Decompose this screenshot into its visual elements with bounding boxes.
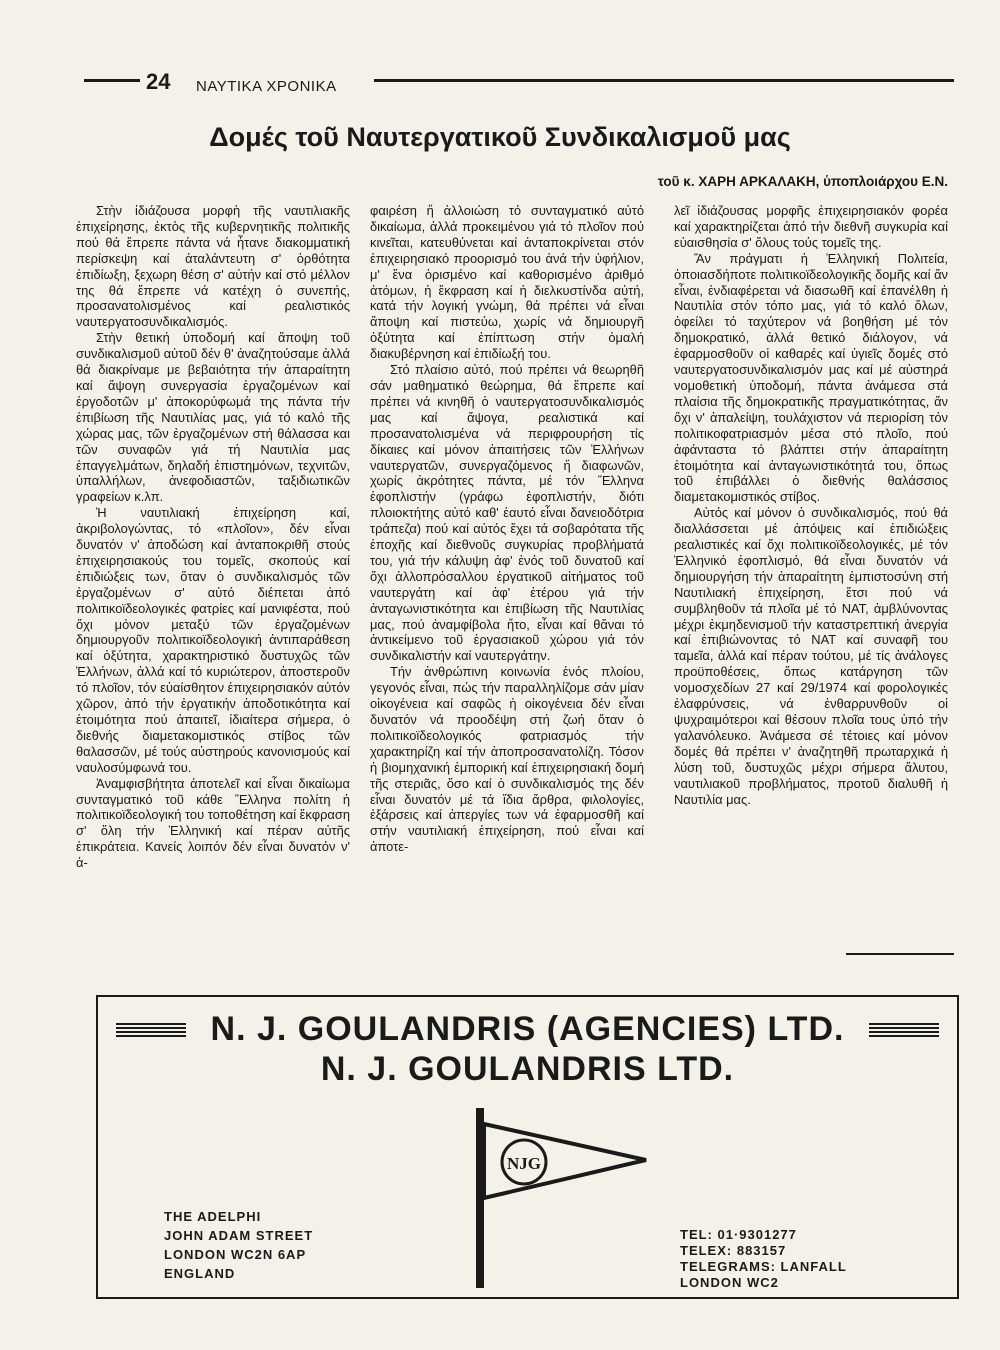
page-number: 24: [146, 69, 171, 94]
paragraph: Ἀναμφισβήτητα ἀποτελεῖ καί εἶναι δικαίωμα συνταγματικό τοῦ κάθε Ἕλληνα πολίτη ἡ πολιτικοϊδεολογική του τοποθέτηση καί ἔκφραση σ' ὅλη τήν Ἑλληνική καί πέραν αὐτῆς ἐπικράτεια. Κανείς λοιπόν δέν εἶναι δυνατόν ν' ἀ-: [76, 775, 350, 871]
article-end-rule: [846, 953, 954, 955]
paragraph: Τήν ἀνθρώπινη κοινωνία ἑνός πλοίου, γεγονός εἶναι, πώς τήν παραλληλίζομε σάν μίαν οἰκογένεια καί σαφῶς ἡ οἰκογένεια δέν εἶναι δυνατόν νά προοδέψη στή ζωή ὅταν ὁ πολιτικοϊδεολογικός φατριασμός τήν χαρακτηρίζη καί τήν ἀποπροσανατολίζη. Τόσον ἡ βιομηχανική ἐμπορική καί ἐπιχειρησιακή δομή τῆς στεριᾶς, ὅσο καί ὁ συνδικαλισμός της δέν εἶναι δυνατόν μέ τά ἴδια ἄρθρα, φιλολογίες, ἐξάρσεις καί ἀπεργίες των νά ἐφαρμοσθῆ καί στήν ναυτιλιακή ἐπιχείρηση, πού εἶναι καί ἀποτε-: [370, 664, 644, 855]
paragraph: Ἡ ναυτιλιακή ἐπιχείρηση καί, ἀκριβολογώντας, τό «πλοῖον», δέν εἶναι δυνατόν ν' ἀποδώση καί ἀνταποκριθῆ στούς ἐπιχειρησιακούς του τομεῖς, σκοπούς καί ἐπιδιώξεις των, ὅταν ὁ συνδικαλισμός τῶν ἐργαζομένων σ' αὐτό διέπεται ἀπό πολιτικοϊδεολογικές φατρίες καί μανιφέστα, πού ὄχι μόνον μεταξύ τῶν ἐργαζομένων δημιουργοῦν πολιτικοϊδεολογική ἀντιπαράθεση καί ὀξύτητα, χαρακτηριστικό δυστυχῶς τῶν Ἑλλήνων, ἀλλά καί τό κυριώτερον, ἀποστεροῦν τό πλοῖον, τόν εὐαίσθητον ἐπιχειρησιακόν αὐτόν χῶρον, ἀπό τήν ἐργατικήν ἀποδοτικότητα καί ἑτοιμότητα πού ἀπαιτεῖ, ἰδιαίτερα σήμερα, ὁ διεθνής διαμετακομιστικός στίβος τῶν θαλασσῶν, μέ τούς αὐστηρούς κανονισμούς καί ναυλοσύμφωνά του.: [76, 505, 350, 775]
paragraph: Ἄν πράγματι ἡ Ἑλληνική Πολιτεία, ὁποιασδήποτε πολιτικοϊδεολογικῆς δομῆς καί ἄν εἶναι, ἐνδιαφέρεται νά διασωθῆ καί ἐπανέλθη ἡ Ναυτιλία στόν τόπο μας, γιά τό καλό ὅλων, ὀφείλει τό ταχύτερον νά βοηθήση μέ τόν δημοκρατικό, ἀλλά θετικό διάλογον, νά ἐφαρμοσθοῦν οἱ καθαρές καί ὑγιεῖς δομές στό ναυτεργατοσυνδικαλισμόν μας καί μέ αὐστηρά νομοθετική ὑποδομή, πάντα ἀνάμεσα στά πλαίσια τῆς δημοκρατικῆς πραγματικότητας, ἄν ὄχι ν' ἀπαλείψη, τουλάχιστον νά περιορίση τόν πολιτικοφατριασμόν μέσα στό πλοῖο, πού ἀφάνταστα τό βλάπτει στήν ἀπαραίτητη ἑτοιμότητα καί ἀνταγωνιστικότητά του, ὅπως τοῦ ἐπιβάλλει ὁ διεθνής θαλάσσιος διαμετακομιστικός στίβος.: [674, 250, 948, 505]
address-line: ENGLAND: [164, 1266, 236, 1281]
article-title: Δομές τοῦ Ναυτεργατικοῦ Συνδικαλισμοῦ μας: [209, 122, 791, 152]
article-column-3: [674, 203, 948, 975]
paragraph: Στὴν θετική ὑποδομή καί ἄποψη τοῦ συνδικαλισμοῦ αὐτοῦ δέν θ' ἀναζητούσαμε ἀλλά θά διακρίναμε με βεβαιότητα τήν ἀπαραίτητη καί ἄψογη συνεργασία ἐργαζομένων καί ἐργοδοτῶν μ' ἀποκορύφωμά της πάντα τήν ἐπιβίωση τῆς Ναυτιλίας μας, γιά τό καλό τῆς χώρας μας, τῶν ἐργαζομένων στή θάλασσα και τῶν συναφῶν γιά τή Ναυτιλία μας ἐπαγγελμάτων, δηλαδή ἐπιστημόνων, τεχνιτῶν, ὑπαλλήλων, ἀνεφοδιαστῶν, ταξιδιωτικῶν γραφείων κ.λπ.: [76, 330, 350, 505]
ad-contact: [680, 1227, 847, 1291]
ad-address: [164, 1207, 313, 1283]
advertisement-box: [96, 995, 959, 1299]
ad-company-line-1: N. J. GOULANDRIS (AGENCIES) LTD.: [210, 1010, 845, 1048]
ad-company-line-2: N. J. GOULANDRIS LTD.: [320, 1050, 735, 1088]
paragraph: Στὴν ἰδιάζουσα μορφὴ τῆς ναυτιλιακῆς ἐπιχείρησης, ἐκτὸς τῆς κυβερνητικῆς πολιτικῆς πού θά ἔπρεπε πάντα νά ἦτανε διακομματική περίσκεψη καί ἀταλάντευτη σ' ὀρθότητα ἐπιδίωξη, ξεχωρη θέση σ' αὐτήν καί στό μέλλον της θά ἔπρεπε νά κατέχη ὁ συνεπής, προσανατολισμένος καί ρεαλιστικός ναυτεργατοσυνδικαλισμός.: [76, 203, 350, 330]
publication-name: ΝΑΥΤΙΚΑ ΧΡΟΝΙΚΑ: [196, 78, 337, 95]
address-line: JOHN ADAM STREET: [164, 1228, 314, 1243]
contact-line: TELEGRAMS: LANFALL: [680, 1259, 847, 1274]
address-line: THE ADELPHI: [164, 1209, 262, 1224]
article-column-2: [370, 203, 644, 975]
page-header: [84, 70, 954, 100]
contact-line: LONDON WC2: [680, 1275, 779, 1290]
paragraph: φαιρέση ἤ ἀλλοιώση τό συνταγματικό αὐτό δικαίωμα, ἀλλά προκειμένου γιά τό πλοῖον πού κινεῖται, κατευθύνεται καί ἀνταποκρίνεται στόν ἐπιχειρησιακό προορισμό του ἀνά τήν ὑφήλιον, μ' ἕνα ὁρισμένο καί καθορισμένο ἀριθμό ἀτόμων, ἡ ἔκφραση καί ἡ διελκυστίνδα αὐτή, κατά τήν λογική γνώμη, θά πρέπει νά εἶναι ἄποψη καί πιστεύω, χωρίς νά δημιουργῆ ὀξύτητα καί ἐπίπτωση στήν ὁμαλή διακυβέρνηση καί ἐπιδίωξή του.: [370, 203, 644, 362]
contact-line: TELEX: 883157: [680, 1243, 787, 1258]
header-rule-right: [374, 79, 954, 82]
address-line: LONDON WC2N 6AP: [164, 1247, 307, 1262]
paragraph: λεῖ ἰδιάζουσας μορφῆς ἐπιχειρησιακόν φορέα καί χαρακτηρίζεται ἀπό τήν διεθνῆ συγκυρία καί εὐαισθησία σ' ὅλους τούς τομεῖς της.: [674, 203, 948, 250]
flag-pennant-logo: [454, 1102, 654, 1292]
paragraph: Αὐτός καί μόνον ὁ συνδικαλισμός, πού θά διαλλάσσεται μέ ἀπόψεις καί ἐπιδιώξεις ρεαλιστικές καί ὄχι πολιτικοϊδεολογικές, μέ τόν Ἑλληνικό ἐφοπλισμό, θά εἶναι δυνατόν νά δημιουργήση τήν ἀπαραίτητη ἐμπιστοσύνη στή Ναυτιλιακή ἐπιχείρηση, ἔτσι πού νά συμβληθοῦν τά πλοῖα μέ τό ΝΑΤ, ἀμβλύνοντας μέχρι ἐκμηδενισμοῦ τήν καταστρεπτική ἀνεργία καί ἐπιβιώνοντας τό ΝΑΤ καί συναφῆ του ταμεῖα, ἀλλά καί πέραν τούτου, μέ τίς ἀνάλογες προϋποθέσεις, ὅπως κατάργηση τῶν νομοσχεδίων 27 καί 29/1974 καί φορολογικές ἐλαφρύνσεις, νά ἐνθαρρυνθοῦν οἱ ψυχραιμότεροι καί θέσουν πλοῖα τους ὑπό τήν γαλανόλευκο. Ἀνάμεσα σέ τέτοιες καί μόνον δομές θά πρέπει ν' ἀναζητηθῆ πρωταρχικά ἡ λύση τοῦ, δυστυχῶς μέχρι σήμερα ἄλυτου, ναυτιλιακοῦ προβλήματος, προτοῦ διαλυθῆ ἡ Ναυτιλία μας.: [674, 505, 948, 807]
logo-monogram: NJG: [507, 1154, 541, 1173]
header-rule-left: [84, 79, 140, 82]
paragraph: Στό πλαίσιο αὐτό, πού πρέπει νά θεωρηθῆ σάν μαθηματικό θεώρημα, θά ἔπρεπε καί πρέπει νά κινηθῆ ὁ ναυτεργατοσυνδικαλισμός μας καί ἄψογα, ρεαλιστικά καί προσανατολισμένα νά περιφρουρήση τίς δίκαιες καί μόνον ἀπαιτήσεις τῶν Ἑλλήνων ναυτεργατῶν, συνεργαζόμενος ἤ διαφωνῶν, χωρίς ἀκρότητες πάντα, μέ τόν Ἕλληνα ἐφοπλιστήν (γράφω ἐφοπλιστήν, διότι πλοιοκτήτης αὐτό καθ' ἑαυτό εἶναι δανειοδότρια τράπεζα) πού καί αὐτός ἔχει τά σοβαρότατα τῆς ἐποχῆς καί διεθνοῦς συγκυρίας προβλήματά του, γιά τήν κάλυψη ἀφ' ἑνός τοῦ δυνατοῦ καί ὄχι ἀλλοπρόσαλλου ἐργατικοῦ αἰτήματος τοῦ ναυτεργάτη καί ἀφ' ἑτέρου γιά τήν ἀνταγωνιστικότητα και ἐπιβίωση τῆς Ναυτιλίας μας, πού ἀναμφίβολα ἤτο, εἶναι καί θἄναι τό ἀντικείμενο τοῦ ἐργασιακοῦ χώρου γιά τόν συνδικαλιστήν καί ναυτεργάτην.: [370, 362, 644, 664]
article-byline: τοῦ κ. ΧΑΡΗ ΑΡΚΑΛΑΚΗ, ὑποπλοιάρχου Ε.Ν.: [657, 174, 948, 189]
contact-line: TEL: 01·9301277: [680, 1227, 797, 1242]
article-column-1: [76, 203, 350, 975]
